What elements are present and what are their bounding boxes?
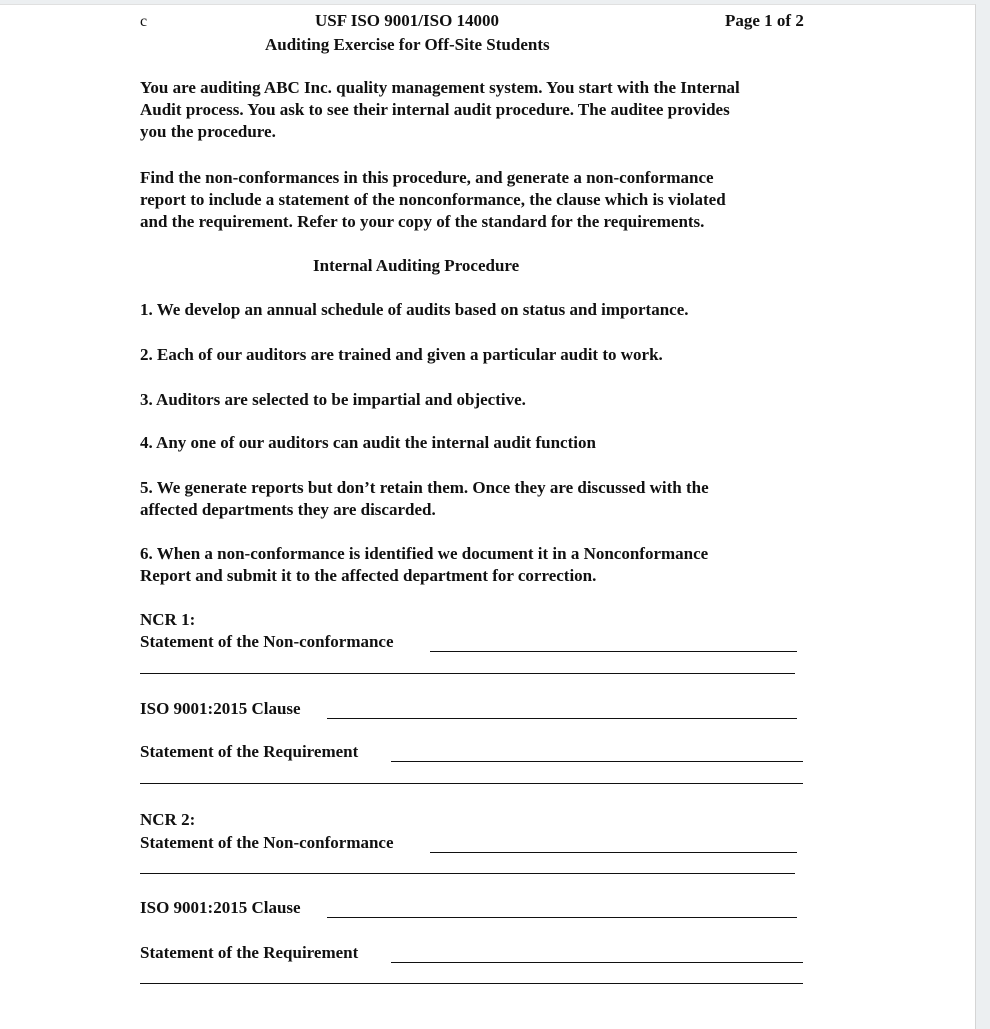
ncr-2-statement-line[interactable] xyxy=(430,852,797,853)
ncr-2-heading: NCR 2: xyxy=(140,810,196,829)
procedure-item-3: 3. Auditors are selected to be impartial and objective. xyxy=(140,390,526,409)
ncr-2-statement-line-2[interactable] xyxy=(140,873,795,874)
instructions-line: report to include a statement of the nonconformance, the clause which is violated xyxy=(140,190,726,209)
document-page xyxy=(0,4,976,1029)
ncr-1-statement-line-2[interactable] xyxy=(140,673,795,674)
procedure-item-1: 1. We develop an annual schedule of audits based on status and importance. xyxy=(140,300,689,319)
procedure-title: Internal Auditing Procedure xyxy=(313,256,520,275)
instructions-line: Find the non-conformances in this procedure, and generate a non-conformance xyxy=(140,168,714,187)
ncr-1-requirement-line[interactable] xyxy=(391,761,803,762)
ncr-1-requirement-line-2[interactable] xyxy=(140,783,803,784)
ncr-1-statement-line[interactable] xyxy=(430,651,797,652)
instructions-line: and the requirement. Refer to your copy of the standard for the requirements. xyxy=(140,212,705,231)
ncr-1-clause-line[interactable] xyxy=(327,718,797,719)
ncr-2-statement-label: Statement of the Non-conformance xyxy=(140,833,394,852)
document-subtitle: Auditing Exercise for Off-Site Students xyxy=(265,35,550,54)
page-number: Page 1 of 2 xyxy=(725,11,804,30)
document-title: USF ISO 9001/ISO 14000 xyxy=(315,11,500,30)
ncr-2-requirement-line[interactable] xyxy=(391,962,803,963)
ncr-1-statement-label: Statement of the Non-conformance xyxy=(140,632,394,651)
procedure-item-5: 5. We generate reports but don’t retain them. Once they are discussed with the affected departments they are discarded. xyxy=(140,478,709,519)
ncr-2-clause-line[interactable] xyxy=(327,917,797,918)
ncr-2-requirement-line-2[interactable] xyxy=(140,983,803,984)
procedure-item-4: 4. Any one of our auditors can audit the internal audit function xyxy=(140,433,596,452)
ncr-2-requirement-label: Statement of the Requirement xyxy=(140,943,359,962)
corner-mark: c xyxy=(140,13,148,30)
intro-line: You are auditing ABC Inc. quality management system. You start with the Internal xyxy=(140,78,740,97)
intro-line: you the procedure. xyxy=(140,122,276,141)
ncr-1-requirement-label: Statement of the Requirement xyxy=(140,742,359,761)
procedure-item-6: 6. When a non-conformance is identified we document it in a Nonconformance Report and submit it to the affected department for correction. xyxy=(140,544,709,585)
ncr-1-heading: NCR 1: xyxy=(140,610,196,629)
intro-line: Audit process. You ask to see their internal audit procedure. The auditee provides xyxy=(140,100,730,119)
ncr-2-clause-label: ISO 9001:2015 Clause xyxy=(140,898,301,917)
intro-paragraph xyxy=(140,77,840,143)
procedure-item-2: 2. Each of our auditors are trained and given a particular audit to work. xyxy=(140,345,663,364)
ncr-1-clause-label: ISO 9001:2015 Clause xyxy=(140,699,301,718)
instructions-paragraph xyxy=(140,167,840,233)
